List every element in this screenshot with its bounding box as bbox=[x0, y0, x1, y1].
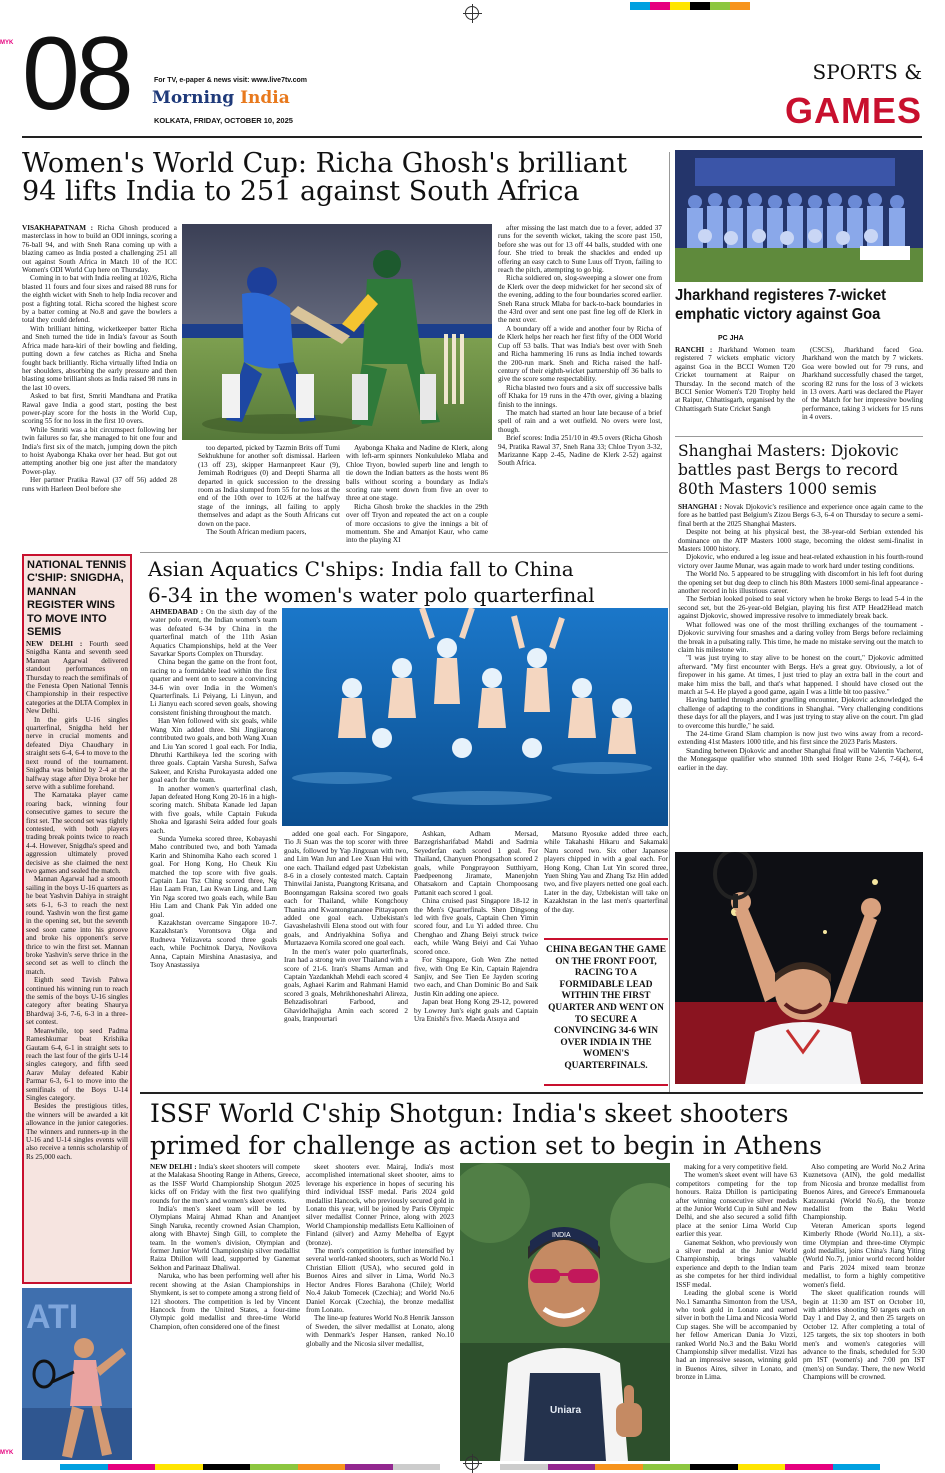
lead-headline bbox=[22, 150, 662, 207]
section-rule bbox=[140, 552, 668, 553]
paragraph: China began the game on the front foot, racing to a formidable lead within the first quarter and went on to secure a convincing 34-6 win over India in the Women's Quarterfinals. Li Peiyang, Li Linyun, and Li Jianyu each scored seven goals, showing consistent finishing throughout the match. bbox=[150, 658, 277, 717]
jharkhand-headline: Jharkhand registeres 7-wicket emphatic victory against Goa bbox=[675, 287, 887, 323]
dateline: NEW DELHI : bbox=[150, 1163, 199, 1171]
jharkhand-col-2 bbox=[802, 346, 923, 432]
cap-text: INDIA bbox=[552, 1232, 571, 1239]
issf-col-4 bbox=[803, 1163, 925, 1461]
paragraph: Djokovic, who endured a leg issue and heat-related exhaustion in his fourth-round victory over Jaume Munar, was again made to work hard under testing conditions. bbox=[678, 553, 923, 570]
paragraph: The World No. 5 appeared to be struggling with discomfort in his left foot during the opening set but dug deep to clinch his 80th Masters 1000 semi-final appearance - another record in his illustrious career. bbox=[678, 570, 923, 596]
column-rule bbox=[669, 552, 670, 1092]
paper-name-india: India bbox=[240, 88, 290, 108]
shooter-portrait-icon bbox=[460, 1163, 670, 1461]
paragraph: Han Wen followed with six goals, while Wang Xin added three. Shi Jingjiarong contributed two goals, and both Wang Xuan and Liu Yan scored 1 goal each. For India, Dhruthi Karthikeya led the scoring with three goals. Captain Varsha Suresh, Safwa Sakeer, and Krisha Purokayasta added one goal each for the team. bbox=[150, 717, 277, 785]
tennis-player-forehand-icon bbox=[22, 1288, 132, 1460]
paragraph: Coming in to bat with India reeling at 102/6, Richa blasted 11 fours and four sixes and raised 88 runs for the eighth wicket with Sneh to help India recover and post a fighting total. Richa scored the highest score by a batter coming at No.8 and gave the bowlers a total they could defend. bbox=[22, 274, 177, 325]
paragraph: A boundary off a wide and another four by Richa of de Klerk helps her reach her first fifty of the ODI World Cup off 53 balls. That was India's best over with Sneh and Richa hammering 16 runs as India inched towards the 200-run mark. Sneh and Richa raised the half-century of their eighth-wicket partnership off 36 balls to give the score some respectability. bbox=[498, 324, 662, 384]
paragraph: Ganemat Sekhon, who previously won a silver medal at the Junior World Championship, brings valuable experience and depth to the Indian team as she competes for her third individual ISSF medal. bbox=[676, 1238, 797, 1289]
photo-banner-text: ATI bbox=[26, 1298, 79, 1336]
myk-label: MYK bbox=[0, 1450, 14, 1456]
paragraph: The men's competition is further intensified by several world-ranked shooters, such as World No.1 Christian Elliott (USA), who secured gold in Buenos Aires and silver in Lima, World No.3 Hector Andres Flores Barahona (Chile); World No.4 Jakub Tomecek (Czechia); and World No.6 Daniel Korcak (Czechia), the bronze medallist from Lonato. bbox=[306, 1247, 454, 1314]
richa-ghosh-photo bbox=[182, 224, 492, 440]
paragraph: Richa blasted two fours and a six off successive balls off Khaka for 19 runs in the 47th over, giving a blazing finish to the innings. bbox=[498, 383, 662, 409]
tennis-body bbox=[26, 640, 128, 1276]
paragraph: Japan beat Hong Kong 29-12, powered by Lowrey Jun's eight goals and Captain Ura Enishi's five. Maeda Atsuya and bbox=[414, 998, 538, 1023]
issf-col-2 bbox=[306, 1163, 454, 1461]
water-polo-photo bbox=[282, 608, 668, 826]
tennis-player-celebration-icon bbox=[675, 852, 923, 1084]
paragraph: Matsuno Ryosuke added three each, while Takahashi Hikaru and Sakamaki Naru scored two. Six other Japanese players chipped in with a goal each. For Hong Kong, Chan Lut Yin scored three, Yuen Shing Yau and Zhang Tsz Hin added two, and five players netted one goal each. Later in the day, Uzbekistan will take on Kazakhstan in the last men's quarterfinal of the day. bbox=[544, 830, 668, 914]
paragraph: Kazakhstan overcame Singapore 10-7. Kazakhstan's Vorontsova Olga and Rudneva Yelizaveta scored three goals each, while Pochitnok Darya, Novikova Anna, Captain Mirshina Anastasiya, and Tsoy Anastassiya bbox=[150, 919, 277, 970]
paragraph: Eighth seed Tavish Pahwa continued his winning run to reach the semis of the boys U-16 singles category after beating Shaurya Bhardwaj 3-6, 7-6, 6-3 in a three-set contest. bbox=[26, 976, 128, 1027]
djokovic-body bbox=[678, 503, 923, 843]
paragraph: While Smriti was a bit circumspect following her twin failures so far, she managed to hit one four and India's first six of the match, jumping down the pitch to hoist Ayabonga Khaka over her head. But got out attempting another big one just after the mandatory Power-play. bbox=[22, 425, 177, 476]
paragraph: SHANGHAI : Novak Djokovic's resilience and experience once again came to the fore as he battled past Belgium's Zizou Bergs 6-3, 6-4 on Thursday to secure a semi-final berth at the 2025 Shanghai Masters. bbox=[678, 503, 923, 528]
lead-col-2 bbox=[198, 444, 340, 552]
tennis-photo bbox=[22, 1288, 132, 1460]
paragraph: In the girls U-16 singles quarterfinal, Snigdha held her nerve in crucial moments and defeated Diya Chaudhary in straight sets 6-4, 6-4 to move to the next round of the tournament. Snigdha was behind by 2-4 at the halfway stage after Diya broke her serve with a sublime forehand. bbox=[26, 715, 128, 791]
paragraph: "I was just trying to stay alive to be honest on the court," Djokovic admitted afterward. "My first encounter with Bergs. He's a great guy. Obviously, a lot of firepower in his game. At times, I just tried to play an extra ball in the court and make him miss the ball, and that's what happened. I should have closed out the match at 5-4. He played a good game, again I was a little bit too passive." bbox=[678, 654, 923, 696]
issf-headline-line-1: ISSF World C'ship Shotgun: India's skeet shooters bbox=[150, 1099, 789, 1128]
paragraph: AHMEDABAD : On the sixth day of the water polo event, the Indian women's team was defeated 6-34 by China in the quarterfinal match of the 11th Asian Aquatics Championships, held at the Veer Savarkar Sports Complex on Thursday. bbox=[150, 608, 277, 659]
paragraph: making for a very competitive field. bbox=[684, 1163, 788, 1171]
paragraph: Richa Ghosh broke the shackles in the 29th over off Tryon and repeated the act on a couple of more occasions to give the innings a bit of momentum. She and Amanjot Kaur, who came into the playing XI bbox=[346, 502, 488, 545]
dateline: VISAKHAPATNAM : bbox=[22, 224, 98, 232]
paragraph: after missing the last match due to a fever, added 37 runs for the seventh wicket, taking the score past 150, before she was out for 13 off 44 balls, studded with one four. She tried to break the shackles and ended up offering an easy catch to Sune Luus off Tryon, failing to reach the pitch, attempting to go big. bbox=[498, 224, 662, 275]
paragraph: What followed was one of the most thrilling exchanges of the tournament - Djokovic surviving four smashes and a daring volley from Bergs before reclaiming the break in a pulsating rally. This time, he made no mistake serving out the match to claim his milestone win. bbox=[678, 620, 923, 654]
lead-headline-line-2: 94 lifts India to 251 against South Africa bbox=[22, 176, 580, 208]
paragraph: Asked to bat first, Smriti Mandhana and Pratika Rawal gave India a good start, posting the best power-play score for the hosts in the World Cup, scoring 55 for no loss in the first 10 overs. bbox=[22, 392, 177, 426]
paragraph: India's men's skeet team will be led by Olympians Mairaj Ahmad Khan and Anantjeet Singh Naruka, recently crowned Asian Champion, along with Bhavtej Singh Gill, to complete the team. In the women's division, Olympian and former Junior World Championship silver medallist Raiza Dhillon will lead, supported by Ganemat Sekhon and Parinaaz Dhaliwal. bbox=[150, 1205, 300, 1272]
paragraph: Richa soldiered on, slog-sweeping a slower one from de Klerk over the deep midwicket for her second six of the evening, adding to the four boundaries scored earlier. Sneh Rana struck Mlaba for back-to-back boundaries in the 43rd over and sent one past fine leg off de Klerk in the next over. bbox=[498, 274, 662, 325]
paragraph: skeet shooters ever. Mairaj, India's most accomplished international skeet shooter, aims to leverage his experience in hopes of securing his third individual ISSF medal. Paris 2024 gold medallist Hancock, who previously secured gold in Lonato this year, will be joined by Paris Olympic silver medallist Conner Prince, along with 2023 World Championship medallists Eetu Kallioinen of Finland (silver) and Azmy Mehelba of Egypt (bronze). bbox=[306, 1163, 454, 1247]
jharkhand-col-1 bbox=[675, 346, 795, 432]
aquatics-col-1 bbox=[150, 608, 277, 1090]
paragraph: too departed, picked by Tazmin Brits off Tumi Sekhukhune for another soft dismissal. Harleen (13 off 23), skipper Harmanpreet Kaur (9), Jemimah Rodrigues (0) and Deepti Sharma all departed in quick succession to the dressing room as India slumped from 55 for no loss at the end of the 10th over to 102/6 at the halfway stage of the innings, all failing to apply themselves and adapt as the South Africans cut down on the pace. bbox=[198, 444, 340, 528]
paragraph: Despite not being at his physical best, the 38-year-old Serbian extended his dominance on the ATP Masters 1000 stage, becoming the oldest semi-finalist in Masters 1000 history. bbox=[678, 528, 923, 554]
paragraph: RANCHI : Jharkhand Women team registered 7 wickets emphatic victory against Goa in the BCCI Women T20 Cricket tournament at Raipur on Thursday. In the second match of the BCCI Senior Women's T20 Trophy held at Raipur, Chhattisgarh, organised by the Chhattisgarh State Cricket Sangh bbox=[675, 346, 795, 413]
paragraph: With brilliant hitting, wicketkeeper batter Richa and Sneh turned the tide in India's favour as South Africa made hara-kiri of their bowling and fielding, putting down a few catches as Richa and Sneha fought back brilliantly. Richa virtually lifted India on her shoulders, absorbing the early pressure and then blasting some brilliant shots as India raised 98 runs in the last 10 overs. bbox=[22, 324, 177, 392]
aquatics-col-4 bbox=[544, 830, 668, 924]
paragraph: Besides the prestigious titles, the winners will be awarded a kit allowance in the junior categories. The winners and runners-up in the U-16 and U-14 singles events will also receive a tennis scholarship of Rs 25,000 each. bbox=[26, 1102, 128, 1161]
aquatics-col-2 bbox=[284, 830, 408, 1090]
lead-col-4 bbox=[498, 224, 662, 552]
paragraph: Naruka, who has been performing well after his recent showing at the Asian Championships in Shymkent, is set to compete among a strong field of 121 shooters. The competition is led by Vincent Hancock from the United States, a four-time Olympic gold medallist and three-time World Champion, often considered one of the finest bbox=[150, 1272, 300, 1331]
color-bar-bottom-right bbox=[500, 1464, 880, 1470]
vest-text: Uniara bbox=[550, 1405, 582, 1416]
aquatics-headline bbox=[148, 556, 668, 608]
paragraph: Sunda Yumeka scored three, Kobayashi Maho contributed two, and both Yamada Karin and Shinomiha Kaho each scored 1 goal. For Hong Kong, Ho Cheuk Kiu matched the top score with five goals. Captain Lau Tsz Ching scored three, Ng Hau Laam Fran, Lau Kwan Ling, and Lam Yin Nga scored two goals each, while Bau Hiu Lam and Chank Pak Yin added one goal. bbox=[150, 834, 277, 919]
dateline: AHMEDABAD : bbox=[150, 608, 207, 616]
registration-mark-icon bbox=[465, 1456, 479, 1470]
issf-col-1 bbox=[150, 1163, 300, 1461]
masthead-rule bbox=[22, 136, 922, 138]
page-number: 08 bbox=[22, 16, 130, 132]
paragraph: VISAKHAPATNAM : Richa Ghosh produced a masterclass in how to build an ODI innings, scoring a 76-ball 94, and with Sneh Rana coming up with a blazing cameo as India posted a challenging 251 all out against South Africa in Match 10 of the ICC Women's ODI World Cup here on Thursday. bbox=[22, 224, 177, 275]
cricket-batter-illustration-icon bbox=[182, 224, 492, 440]
paragraph: The South African medium pacers, bbox=[206, 528, 307, 537]
column-rule bbox=[669, 152, 670, 552]
dateline: RANCHI : bbox=[675, 346, 718, 354]
paragraph: added one goal each. For Singapore, Tio Ji Suan was the top scorer with three goals, followed by Yap Jingxuan with two, and Lim Wan Jun and Lee Xuan Hui with one each. Thailand edged past Uzbekistan 8-6 in a closely contested match. Captain Thinwilai Janista, Puangtong Kritsana, and Boonngamgan Raksina scored two goals each for Thailand, while Kongchouy Thanita and Kwantongtananee Pittayaporn added one goal each. Uzbekistan's Gavashelashvili Elena stood out with four goals, and Andriyakhina Sofiya and Murtazaeva Komila scored one goal each. bbox=[284, 830, 408, 948]
paragraph: The line-up features World No.8 Henrik Jansson of Sweden, the silver medallist at Lonato, along with Denmark's Jesper Hansen, ranked No.10 globally and the Nicosia silver medallist, bbox=[306, 1314, 454, 1348]
pullquote bbox=[544, 938, 668, 1086]
paragraph: Standing between Djokovic and another Shanghai final will be Valentin Vacherot, the Monegasque qualifier who stunned 10th seed Holger Rune 2-6, 7-6(4), 6-4 earlier in the day. bbox=[678, 746, 923, 772]
djokovic-headline: Shanghai Masters: Djokovic battles past Bergs to record 80th Masters 1000 semis bbox=[678, 442, 899, 498]
dateline: NEW DELHI : bbox=[26, 640, 90, 648]
paragraph: The skeet qualification rounds will begin at 11:30 am IST on October 10, with athletes shooting 50 targets each on Day 1 and Day 2, and then 25 targets on October 12. After completing a total of 125 targets, the six top shooters in both men's and women's categories will advance to the finals, scheduled for 5:30 pm IST (women's) and 7:00 pm IST (men's) on Sunday. There, the new World Champions will be crowned. bbox=[803, 1289, 925, 1382]
paragraph: NEW DELHI : India's skeet shooters will compete at the Malakasa Shooting Range in Athens, Greece, as the ISSF World Championship Shotgun 2025 kicks off on Friday with the first two qualifying rounds for the men's and women's skeet events. bbox=[150, 1163, 300, 1205]
aquatics-headline-line-1: Asian Aquatics C'ships: India fall to China bbox=[148, 557, 574, 581]
issf-col-3 bbox=[676, 1163, 797, 1461]
paragraph: In the men's water polo quarterfinals, Iran had a strong win over Thailand with a score of 21-6. Iran's Shams Arman and Captain Yazdankhah Mehdi each scored 4 goals, Aghaei Karim and Rahmani Hamid scored 3 goals, Mehrikhoneshahri Alireza, Behzadisohrari Farbood, and Ghavidelhajigha Amin each scored 2 goals, Iranpourtari bbox=[284, 947, 408, 1023]
issf-headline bbox=[150, 1098, 925, 1162]
paragraph: Mannan Agarwal had a smooth sailing in the boys U-16 quarters as he beat Yashvin Dahiya in straight sets 6-1, 6-3 to reach the next round. Yashvin won the first game in the opening set, but the seventh seed soon came into his groove and broke his opponent's serve thrice to win the first set. Mannan broke Yashvin's serve thrice in the second set as well to clinch the match. bbox=[26, 875, 128, 976]
lead-headline-line-1: Women's World Cup: Richa Ghosh's brilliant bbox=[22, 148, 628, 179]
paragraph: The match had started an hour late because of a brief spell of rain and a wet outfield. No overs were lost, though. bbox=[498, 408, 662, 434]
section-rule bbox=[140, 1092, 923, 1094]
aquatics-headline-line-2: 6-34 in the women's water polo quarterfinal bbox=[148, 583, 595, 607]
paragraph: The 24-time Grand Slam champion is now just two wins away from a record-extending 41st Masters 1000 title, and his first since the 2023 Paris Masters. bbox=[678, 729, 923, 747]
paragraph: The Serbian looked poised to seal victory when he broke Bergs to lead 5-4 in the second set, but the 26-year-old Belgian, playing his first ATP Head2Head match against Djokovic, showed impressive resolve to immediately break back. bbox=[678, 595, 923, 621]
color-bar-top bbox=[630, 2, 750, 10]
registration-mark-icon bbox=[465, 6, 479, 20]
djokovic-photo bbox=[675, 852, 923, 1084]
myk-label: MYK bbox=[0, 40, 14, 46]
water-polo-team-icon bbox=[282, 608, 668, 826]
paragraph: Her partner Pratika Rawal (37 off 56) added 28 runs with Harleen Deol before she bbox=[22, 476, 177, 493]
lead-col-3 bbox=[346, 444, 488, 552]
section-label: SPORTS & bbox=[812, 60, 922, 84]
paragraph: NEW DELHI : Fourth seed Snigdha Kanta and seventh seed Mannan Agarwal delivered standout performances on Thursday to reach the semifinals of the Fenesta Open National Tennis Championship in their respective categories at the DLTA Complex in New Delhi. bbox=[26, 640, 128, 716]
paragraph: Meanwhile, top seed Padma Rameshkumar beat Krishika Gautam 6-4, 6-1 in straight sets to reach the last four of the girls U-14 singles category, and fifth seed Aarav Mulay defeated Kabir Parmar 6-3, 6-1 to move into the semifinals of the Boys U-14 Singles category. bbox=[26, 1026, 128, 1102]
issf-headline-line-2: primed for challenge as action set to begin in Athens bbox=[150, 1131, 823, 1160]
skeet-shooter-photo bbox=[460, 1163, 670, 1461]
paragraph: Ashkan, Adham Mersad, Barzegrisharifabad Mahdi and Sadrnia Seyederfan each scored 1 goal. For Thailand, Chanyuen Phongsathon scored 2 goals, while Pongprayoon Sutthiyarn, Paedpeenong Jiramate, Manenjohn Ohatsakorn and Captain Chompoosang Pattanit each scored 1 goal. bbox=[414, 830, 538, 897]
paragraph: (CSCS), Jharkhand faced Goa. Jharkhand won the match by 7 wickets. Goa were bowled out for 79 runs, and Jharkhand successfully chased the target, scoring 82 runs for the loss of 3 wickets in 13 overs. Aarti was declared the Player of the Match for her impressive bowling performance, taking 3 wickets for 15 runs in 4 overs. bbox=[802, 346, 923, 422]
color-bar-bottom bbox=[60, 1464, 440, 1470]
paragraph: Also competing are World No.2 Arina Kuznetsova (AIN), the gold medallist from Nicosia and bronze medallist from Buenos Aires, and Greece's Emmanouela Katzouraki (World No.6), the bronze medallist from the Baku World Championship. bbox=[803, 1163, 925, 1222]
dateline: SHANGHAI : bbox=[678, 503, 725, 511]
paragraph: Ayabonga Khaka and Nadine de Klerk, along with left-arm spinners Nonkululeko Mlaba and Chloe Tryon, bowled superb line and length to tie down the Indian batters as the hosts went 86 balls without scoring a boundary as India's scoring rate went down from five an over to three at one stage. bbox=[346, 444, 488, 503]
paragraph: Veteran American sports legend Kimberly Rhode (World No.11), a six-time Olympian and three-time Olympic gold medallist, joins China's Jiang Yiting (World No.7), junior world record holder and Paris 2024 mixed team bronze medallist, to form a highly competitive women's field. bbox=[803, 1221, 925, 1289]
paragraph: The women's skeet event will have 63 competitors competing for the top honours. Raiza Dhillon is participating after winning consecutive silver medals at the Junior World Cup in Suhl and New Delhi, and she also secured a solid fifth place at the senior Lima World Cup earlier this year. bbox=[676, 1171, 797, 1239]
jharkhand-byline: PC JHA bbox=[718, 335, 744, 342]
masthead-dateline: KOLKATA, FRIDAY, OCTOBER 10, 2025 bbox=[154, 116, 293, 125]
paragraph: Brief scores: India 251/10 in 49.5 overs (Richa Ghosh 94, Pratika Rawal 37, Sneh Rana 33; Chloe Tryon 3-32, Marizanne Kapp 2-45, Nadine de Klerk 2-52) against South Africa. bbox=[498, 434, 662, 468]
aquatics-col-3 bbox=[414, 830, 538, 1090]
masthead-tagline: For TV, e-paper & news visit: www.live7tv.com bbox=[154, 77, 308, 84]
cricket-team-photo-icon bbox=[675, 150, 923, 282]
paragraph: China cruised past Singapore 18-12 in the Men's Quarterfinals. Shen Dingsong led with five goals, Captain Chen Yimin scored four, and Lu Yi added three. Chu Chenghao and Zhang Beiyi struck twice each, while Wang Beiyi and Cai Yuhao scored once. bbox=[414, 897, 538, 956]
lead-col-1 bbox=[22, 224, 177, 552]
pullquote-text: CHINA BEGAN THE GAME ON THE FRONT FOOT, RACING TO A FORMIDABLE LEAD WITHIN THE FIRST QUARTER AND WENT ON TO SECURE A CONVINCING 34-6 WIN OVER INDIA IN THE WOMEN'S QUARTERFINALS. bbox=[546, 945, 666, 1071]
paragraph: Leading the global scene is World No.1 Samantha Simonton from the USA, who took gold in Lonato and earned silver in both the Lima and Nicosia World Cup stages. She will be accompanied by her fellow American Dania Jo Vizzi, ranked World No.3 and the Baku World Championship silver medallist. Vizzi has had an impressive season, winning gold in Buenos Aires, silver in Lonato, and bronze in Lima. bbox=[676, 1289, 797, 1382]
section-rule bbox=[675, 436, 923, 437]
paragraph: Having battled through another gruelling encounter, Djokovic acknowledged the challenge of adapting to the conditions in Shanghai. "Very challenging conditions these days for all the players, and I was just trying to stay alive on the court. I'm glad to overcome this hurdle," he said. bbox=[678, 696, 923, 730]
section-games: GAMES bbox=[784, 90, 922, 131]
paragraph: The Karnataka player came roaring back, winning four consecutive games to secure the first set. The second set was tightly contested, with both players trading break points twice to reach 4-4. However, Snigdha's speed and aggression ultimately proved decisive as she claimed the next two games and sealed the match. bbox=[26, 791, 128, 875]
paper-name bbox=[152, 88, 290, 108]
paragraph: In another women's quarterfinal clash, Japan defeated Hong Kong 20-16 in a high-scoring match. Shibata Kanade led Japan with five goals, while Captain Fukuda Shoka and Igarashi Seira added four goals each. bbox=[150, 784, 277, 835]
paragraph: For Singapore, Goh Wen Zhe netted five, with Ong Ee Kin, Captain Rajendra Sanjiv, and See Tien Ee Jayden scoring two each, and Chan Dominic Bo and Saik Justin Kin adding one apiece. bbox=[414, 956, 538, 998]
jharkhand-team-photo bbox=[675, 150, 923, 282]
tennis-headline: NATIONAL TENNIS C'SHIP: SNIGDHA, MANNAN REGISTER WINS TO MOVE INTO SEMIS bbox=[27, 559, 127, 639]
paper-name-morning: Morning bbox=[152, 88, 235, 108]
